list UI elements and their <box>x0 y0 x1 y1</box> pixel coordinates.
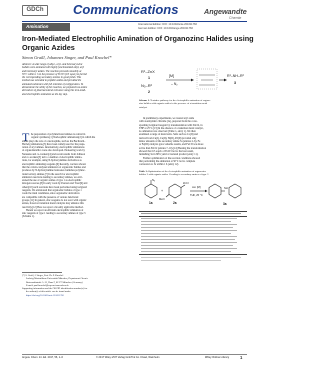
body-line: are compatible with the presence of various functional <box>22 195 79 199</box>
compound-3a-label: 3a <box>223 202 227 206</box>
body-line: reagents. We envisioned that organozinc halides of type 1 <box>22 189 82 193</box>
abstract-line: ated electrophilic amination as the key step. <box>22 92 68 96</box>
body-line: furnishing 3a in 80% yield of isolated product (entry 11). <box>139 153 199 157</box>
body-line: azides, however transition metal catalysts may enhance this <box>22 202 84 206</box>
body-line: groups.[11] In general, zinc reagents do not react with organic <box>22 198 87 202</box>
scheme-metal: [M] <box>169 74 174 78</box>
article-authors: Simon Graßl, Johannes Singer, and Paul Knochel* <box>22 55 112 60</box>
body-line: minor amounts of the secondary amine 3a (entries 2–6). Fe <box>139 140 201 144</box>
compound-1a-label: 1a <box>149 201 153 205</box>
arrow-condition-bottom: THF, 25 °C <box>190 194 203 197</box>
abstract-line: aminated substrates with full retention of configuration. To <box>22 82 84 86</box>
scheme-compound-1: 1 <box>148 76 150 80</box>
body-line: that performing the amination at 50°C led to complete <box>139 159 196 163</box>
table-row <box>141 230 237 231</box>
benzene-ring-2a <box>169 184 181 198</box>
table-row <box>141 242 237 243</box>
table-row <box>141 227 233 228</box>
body-line: tional tertiary amines.[7] In the search for electrophilic <box>22 172 79 176</box>
scheme-arrow-head <box>191 79 194 82</box>
svg-text:NH: NH <box>224 187 228 190</box>
abstract-line: method was extended to peptidic azides and provided the <box>22 79 82 83</box>
table-row <box>141 251 231 252</box>
body-line: In preliminary experiments, we treated aryl azide <box>143 117 195 120</box>
table-row <box>141 224 237 225</box>
article-type-badge: Amination <box>22 23 70 31</box>
header-rule <box>22 21 247 22</box>
footnote-line: Supporting information and the ORCID identification number(s) for <box>22 287 88 291</box>
scheme-1-caption <box>139 99 247 109</box>
footer-citation: Angew. Chem. Int. Ed. 2017, 56, 1–6 <box>22 356 63 359</box>
footer-copyright: © 2017 Wiley-VCH Verlag GmbH & Co. KGaA, Weinheim <box>96 356 160 359</box>
footnote-line: Ludwig-Maximilians-Universität München, Department Chemie <box>26 277 88 281</box>
body-line: produces by N-hydroxylamine benzoates furnishes polyfunc- <box>22 169 86 173</box>
body-line: ration of aryl amines. Alternatively, electrophilic aminations <box>22 146 85 150</box>
dropcap: T <box>22 130 30 144</box>
body-line: of organometallics were also developed. Pioneering work by <box>22 149 85 153</box>
body-line: derived from Cu(I), Cu(II), Ni(II), Pd(II) provided only <box>139 136 197 140</box>
methoxy-label: MeO <box>159 198 165 201</box>
arrow-condition-top: cat. [M] <box>192 186 201 189</box>
scheme-1 <box>139 64 245 96</box>
footnote-line: E-mail: paul.knochel@cup.uni-muenchen.de <box>26 283 69 287</box>
body-line: conversion to 3a within 1 h (entry 12). <box>139 163 179 167</box>
abstract-line: the corresponding secondary amines in good yields. This <box>22 76 82 80</box>
body-line: examined a range of metal salts. Salts such as Co(II) and <box>139 133 198 137</box>
right-column-text <box>139 117 247 166</box>
table-footnote <box>141 260 221 261</box>
doi-german[interactable]: German Edition: DOI: 10.1002/ange.201611766 <box>138 27 193 30</box>
benzene-ring-3a-right <box>229 184 241 198</box>
body-line: amination reactions leading to secondary amines, we envi- <box>22 175 83 179</box>
body-line: THF at 25°C.[13] In the absence of a transition metal catalyst, <box>139 126 204 130</box>
abstract-line: halides were aminated with highly functionalized alkyl, aryl <box>22 66 85 70</box>
table-1-rows <box>139 211 247 271</box>
abstract <box>22 63 132 96</box>
body-line: others[10] such reactions have been performed using Grignard <box>22 185 87 189</box>
scheme-intermediate-box <box>197 69 217 89</box>
footer-wiley[interactable]: Wiley Online Library <box>205 356 230 359</box>
scheme-1-graphic <box>139 64 245 96</box>
footnote-line: Butenandtstraße 5–13, Haus F, 81377 München (Germany) <box>26 280 83 284</box>
table-row <box>141 248 237 249</box>
benzene-ring-1a <box>145 184 157 198</box>
body-line: organic synthesis.[1] Nucleophilic aminations[2] in which the <box>31 136 96 140</box>
benzene-ring-3a-left <box>209 184 221 198</box>
journal-name: Angewandte <box>204 7 247 16</box>
svg-text:+: + <box>161 189 164 193</box>
footnote-link[interactable]: https://doi.org/10.1002/anie.201611766 <box>26 293 64 297</box>
section-title: Communications <box>73 2 179 17</box>
table-header-row <box>141 213 241 214</box>
body-line: Further optimization of the reaction conditions showed <box>143 156 201 160</box>
table-bottom-rule <box>139 254 247 255</box>
table-footnote <box>141 257 241 258</box>
scheme-conditions: – N₂ <box>171 82 178 86</box>
body-line: sioned the use of organic azides of type 1 as electrophilic <box>22 179 82 183</box>
scheme-caption-text: Tentative pathway for the electrophilic amination of organo- <box>150 99 211 102</box>
table-1-scheme <box>139 178 247 208</box>
footnote-line: [*] S. Graßl, J. Singer, Prof. Dr. P. Knochel <box>22 274 64 277</box>
body-line: Herein we report an efficient electrophilic amination of <box>26 208 84 212</box>
body-line: tions, for example, using N-hydroxylamine derivatives as <box>22 159 82 163</box>
abstract-line: demonstrate the utility of this reaction, we prepared two amine <box>22 86 88 90</box>
scheme-product: R¹–NH–R² <box>227 74 244 78</box>
footnotes <box>22 274 132 297</box>
scheme-compound-2: 2 <box>148 90 150 94</box>
table-top-rule <box>139 211 247 212</box>
table-label: Table 1: <box>139 170 148 173</box>
table-row <box>141 245 233 246</box>
table-1-caption <box>139 170 247 177</box>
scheme-azide: N₃–R² <box>141 83 152 88</box>
footnote-line: the author(s) of this article can be found under: <box>26 290 72 294</box>
body-line: (Scheme 1). <box>22 215 35 219</box>
doi-international[interactable]: International Edition: DOI: 10.1002/anie.201611766 <box>138 23 197 26</box>
body-line: zinc reagents of type 1 leading to secondary amines of type 3 <box>22 212 86 216</box>
body-line: electrophilic aminating reagents.[6] Recently, we have shown <box>22 162 86 166</box>
body-line: nitrogen sources.[8] In early work by Pearson and Trost[9] and <box>22 182 88 186</box>
table-row <box>141 236 237 237</box>
body-line: or Fe(III) catalysts gave valuable results, and FeCl3 was more <box>139 143 204 147</box>
article-title-line2: Organic Azides <box>22 43 75 52</box>
body-line: with 4-anisylzinc chloride (2a), prepared from the corre- <box>139 120 198 124</box>
page-number: 1 <box>240 355 243 360</box>
body-line: sponding Grignard reagent by transmetalation with ZnCl2, in <box>139 123 203 127</box>
table-caption-text: halides 2 with organic azides 1 leading to secondary amines of type 3 <box>139 173 209 177</box>
article-title-line1: Iron-Mediated Electrophilic Amination of Organozinc Halides using <box>22 34 254 43</box>
table-row <box>141 233 231 234</box>
body-line: active than FeCl2 (entries 7–10).[14] Heating the transformation <box>139 146 206 150</box>
table-row <box>141 239 235 240</box>
body-line: no amination was observed (Table 1, entry 1). We then <box>139 130 196 134</box>
left-column-text <box>22 130 132 219</box>
table-1-graphic <box>139 178 247 208</box>
footnote-rule <box>22 272 62 273</box>
body-line: Narasaka and co-workers[4] and recent results from Johnson <box>22 152 86 156</box>
scheme-compound-3: 3 <box>234 81 236 85</box>
body-line: that the cobalt-catalyzed amination of organozinc halides and <box>22 165 86 169</box>
scheme-rzn: R¹–ZnX <box>141 69 155 74</box>
scheme-caption-text: catalyst. <box>139 105 148 109</box>
publisher-logo: GDCh <box>22 5 48 16</box>
scheme-caption-text: zinc halides with organic azides in the presence of a transition metal <box>139 102 208 106</box>
abstract-line: 50°C within 1 h in the presence of FeCl3 (0.5 equiv) to furnish <box>22 72 87 76</box>
body-line: Hartwig aminations,[3] have been widely used for the prepa- <box>22 142 86 146</box>
body-line: he preparation of polyfunctional amines is central in <box>31 133 86 136</box>
compound-2a-label: 2a <box>173 201 177 205</box>
journal-sub: Chemie <box>229 16 242 20</box>
body-line: showed that 0.5 equiv of FeCl3 led to the best result, <box>139 149 194 153</box>
table-row <box>141 218 237 219</box>
abstract-line: derivatives of pharmaceutical relevance using this iron-medi- <box>22 89 86 93</box>
abstract-line: Abstract: A wide range of alkyl-, aryl- and heteroaryl-zinc <box>22 63 83 66</box>
body-line: would be ideal candidates, since organozinc derivatives <box>22 192 80 196</box>
svg-text:N₃: N₃ <box>152 178 156 182</box>
svg-text:ZnCl: ZnCl <box>183 182 189 185</box>
abstract-line: and heteroaryl azides. The reaction proceeds smoothly at <box>22 69 82 73</box>
footer-rule <box>22 354 247 355</box>
table-caption-text: Optimization of the electrophilic amination of organozinc <box>148 170 206 173</box>
body-line: and co-workers[5] led to a number of electrophilic amina- <box>22 156 83 160</box>
body-line: reactivity.[12] Here we report a broadly applicable method. <box>22 205 84 209</box>
table-row <box>141 221 231 222</box>
scheme-label: Scheme 1. <box>139 99 150 102</box>
body-line: amine plays the role of a nucleophile, such as the Buchwald– <box>22 139 86 143</box>
